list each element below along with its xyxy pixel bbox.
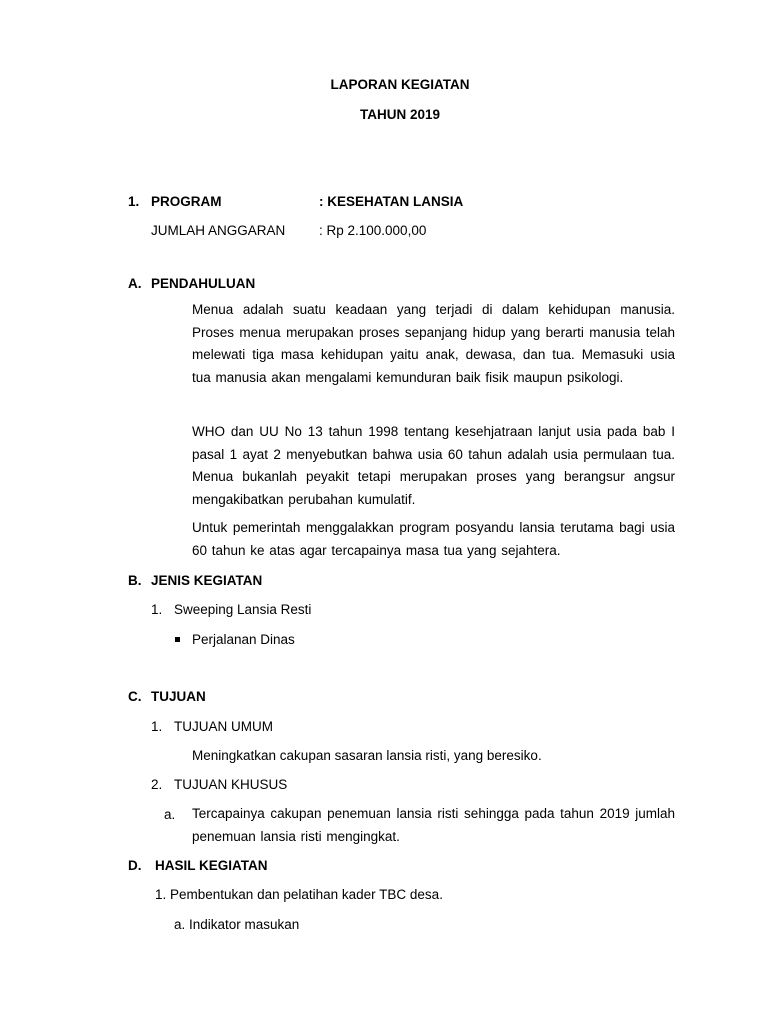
section-c-item-1: TUJUAN UMUM <box>174 719 273 734</box>
program-number: 1. <box>128 194 140 209</box>
section-a-letter: A. <box>128 276 142 291</box>
section-c-sub-a-letter: a. <box>164 807 176 822</box>
section-a-paragraph-2: WHO dan UU No 13 tahun 1998 tentang kesehjatraan lanjut usia pada bab I pasal 1 ayat 2 menyebutkan bahwa usia 60 tahun adalah usia permulaan tua. Menua bukanlah peyakit tetapi merupakan proses yang berangsur angsur mengakibatkan perubahan kumulatif. <box>192 424 675 508</box>
section-c-sub-a-text: Tercapainya cakupan penemuan lansia risti sehingga pada tahun 2019 jumlah penemuan lansia risti mengingkat. <box>192 806 675 844</box>
document-year: TAHUN 2019 <box>359 107 441 122</box>
section-b-bullet-1: Perjalanan Dinas <box>192 632 295 647</box>
section-b-heading: JENIS KEGIATAN <box>151 573 263 588</box>
budget-label: JUMLAH ANGGARAN <box>151 223 286 238</box>
section-b-item-1: Sweeping Lansia Resti <box>174 602 312 617</box>
budget-value: : Rp 2.100.000,00 <box>319 223 427 238</box>
section-c-heading: TUJUAN <box>151 689 206 704</box>
section-c-item-2-number: 2. <box>151 777 163 792</box>
section-a-heading: PENDAHULUAN <box>151 276 256 291</box>
section-c-item-2: TUJUAN KHUSUS <box>174 777 288 792</box>
section-b-letter: B. <box>128 573 142 588</box>
section-a-paragraph-1: Menua adalah suatu keadaan yang terjadi di dalam kehidupan manusia. Proses menua merupakan proses sepanjang hidup yang berarti manusia telah melewati tiga masa kehidupan yaitu anak, dewasa, dan tua. Memasuki usia tua manusia akan mengalami kemunduran baik fisik maupun psikologi. <box>192 302 675 386</box>
section-d-item-1-a: a. Indikator masukan <box>174 917 300 932</box>
section-c-item-1-text: Meningkatkan cakupan sasaran lansia risti, yang beresiko. <box>192 748 542 763</box>
section-d-letter: D. <box>128 858 142 873</box>
section-d-item-1: 1. Pembentukan dan pelatihan kader TBC desa. <box>155 887 443 902</box>
section-d-heading: HASIL KEGIATAN <box>155 858 268 873</box>
section-c-letter: C. <box>128 689 142 704</box>
section-b-item-1-number: 1. <box>151 602 163 617</box>
section-a-paragraph-3: Untuk pemerintah menggalakkan program posyandu lansia terutama bagi usia 60 tahun ke atas agar tercapainya masa tua yang sejahtera. <box>192 520 675 558</box>
program-value: : KESEHATAN LANSIA <box>319 194 464 209</box>
bullet-icon <box>175 637 180 642</box>
section-c-item-1-number: 1. <box>151 719 163 734</box>
program-label: PROGRAM <box>151 194 222 209</box>
document-title: LAPORAN KEGIATAN <box>330 77 470 92</box>
